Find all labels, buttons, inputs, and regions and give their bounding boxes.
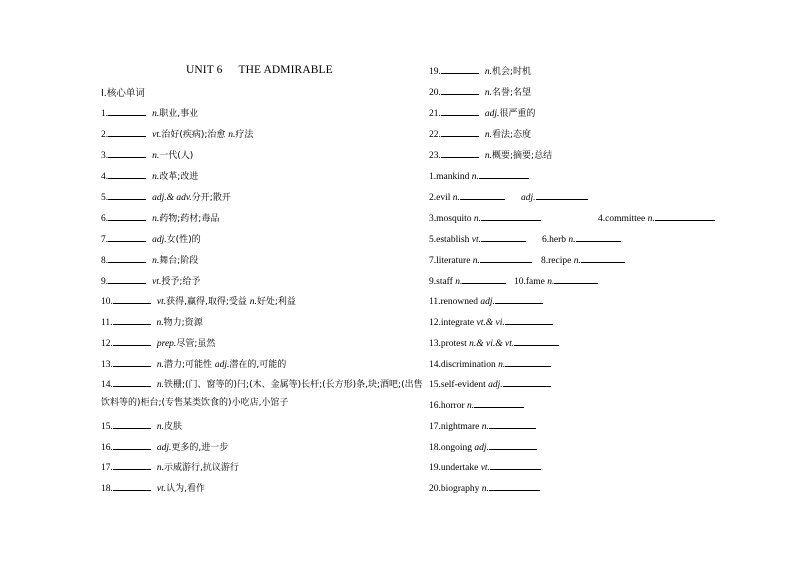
item-number: 19.	[429, 67, 441, 77]
item-number: 10.	[101, 297, 113, 307]
vocab-row	[101, 190, 231, 204]
answer-blank[interactable]	[554, 274, 598, 284]
english-word: 4.committee	[598, 214, 648, 224]
answer-blank[interactable]	[441, 148, 479, 158]
answer-blank[interactable]	[462, 274, 506, 284]
item-number: 8.	[101, 256, 109, 266]
item-number: 23.	[429, 151, 441, 161]
item-number: 4.	[101, 172, 109, 182]
answer-blank[interactable]	[441, 106, 479, 116]
item-number: 21.	[429, 109, 441, 119]
answer-blank[interactable]	[113, 460, 151, 470]
part-of-speech: n.	[484, 130, 492, 140]
answer-blank[interactable]	[113, 357, 151, 367]
english-word: 18.ongoing	[429, 443, 475, 453]
part-of-speech: n.	[547, 277, 555, 287]
meaning: 疗法	[235, 130, 254, 140]
section-heading: Ⅰ.核心单词	[101, 88, 145, 99]
item-number: 16.	[101, 443, 113, 453]
part-of-speech: n.	[156, 380, 164, 390]
part-of-speech: vt.	[471, 235, 481, 245]
part-of-speech: vt.	[156, 484, 167, 494]
answer-blank[interactable]	[113, 315, 151, 325]
part-of-speech: n.	[467, 401, 475, 411]
meaning: 潜在的,可能的	[229, 360, 287, 370]
item-number: 13.	[101, 360, 113, 370]
vocab-row	[521, 190, 588, 204]
answer-blank[interactable]	[113, 377, 151, 387]
item-number: 5.	[101, 193, 109, 203]
item-number: 12.	[101, 339, 113, 349]
answer-blank[interactable]	[489, 440, 537, 450]
meaning: 机会;时机	[492, 67, 532, 77]
part-of-speech: n.	[156, 318, 164, 328]
meaning: 认为,看作	[166, 484, 205, 494]
english-word: 10.fame	[514, 277, 548, 287]
answer-blank[interactable]	[460, 190, 505, 200]
answer-blank[interactable]	[108, 148, 146, 158]
item-number: 11.	[101, 318, 113, 328]
meaning: 授予;给予	[161, 277, 201, 287]
vocab-row	[101, 253, 198, 267]
part-of-speech: n.	[452, 193, 460, 203]
part-of-speech: vt.	[156, 297, 167, 307]
english-word: 8.recipe	[541, 256, 574, 266]
english-word: 16.horror	[429, 401, 467, 411]
vocab-row	[429, 190, 505, 204]
meaning: 看法;态度	[492, 130, 532, 140]
meaning: 职业,事业	[159, 109, 199, 119]
item-number: 15.	[101, 422, 113, 432]
part-of-speech: n.	[484, 67, 492, 77]
part-of-speech: adj.	[484, 109, 500, 119]
vocab-row	[429, 419, 536, 433]
english-word: 13.protest	[429, 339, 470, 349]
vocab-row	[101, 460, 239, 474]
vocab-row	[101, 419, 182, 433]
english-word: 6.herb	[542, 235, 569, 245]
part-of-speech: n.	[156, 360, 164, 370]
vocab-row	[101, 127, 253, 141]
answer-blank[interactable]	[536, 190, 588, 200]
vocab-row	[542, 232, 621, 246]
meaning: 很严重的	[499, 109, 536, 119]
vocab-row	[429, 294, 543, 308]
part-of-speech: n.	[152, 151, 160, 161]
part-of-speech: n.	[573, 256, 581, 266]
part-of-speech: n.	[481, 422, 489, 432]
part-of-speech: n.	[152, 256, 160, 266]
answer-blank[interactable]	[108, 169, 146, 179]
part-of-speech: adj.	[521, 193, 536, 203]
part-of-speech: n.	[455, 277, 463, 287]
vocab-row	[429, 64, 531, 78]
english-word: 20.biography	[429, 484, 482, 494]
vocab-row	[429, 274, 506, 288]
part-of-speech: n.	[156, 422, 164, 432]
meaning: 分开;散开	[191, 193, 231, 203]
answer-blank[interactable]	[441, 64, 479, 74]
meaning: 名誉;名望	[492, 88, 532, 98]
item-number: 6.	[101, 214, 109, 224]
part-of-speech: n.	[249, 297, 257, 307]
answer-blank[interactable]	[108, 253, 146, 263]
english-word: 2.evil	[429, 193, 453, 203]
answer-blank[interactable]	[113, 294, 151, 304]
vocab-row	[429, 127, 531, 141]
meaning: 示威游行,抗议游行	[164, 463, 239, 473]
meaning: 药物;药材;毒品	[159, 214, 220, 224]
english-word: 9.staff	[429, 277, 456, 287]
meaning: 皮肤	[164, 422, 183, 432]
answer-blank[interactable]	[480, 253, 532, 263]
vocab-row	[101, 315, 203, 329]
item-number: 3.	[101, 151, 109, 161]
answer-blank[interactable]	[113, 419, 151, 429]
answer-blank[interactable]	[576, 232, 621, 242]
vocab-row	[429, 440, 537, 454]
part-of-speech: n.	[472, 256, 480, 266]
answer-blank[interactable]	[489, 419, 536, 429]
vocab-row	[101, 377, 423, 391]
vocab-row	[429, 481, 540, 495]
vocab-row	[429, 106, 535, 120]
english-word: 7.literature	[429, 256, 473, 266]
part-of-speech: adj.	[474, 443, 489, 453]
vocab-row	[101, 440, 228, 454]
vocab-row	[101, 232, 201, 246]
part-of-speech: vt.	[152, 130, 162, 140]
meaning: 改革;改进	[159, 172, 199, 182]
part-of-speech: n.	[481, 484, 489, 494]
vocab-row	[101, 106, 198, 120]
item-number: 7.	[101, 235, 109, 245]
answer-blank[interactable]	[479, 169, 529, 179]
answer-blank[interactable]	[505, 315, 553, 325]
part-of-speech: adj.	[152, 235, 167, 245]
vocab-row	[101, 169, 198, 183]
vocab-row	[429, 336, 559, 350]
item-14-continuation: 饮料等的)柜台;(专售某类饮食的)小吃店,小馆子	[101, 398, 289, 408]
item-number: 20.	[429, 88, 441, 98]
answer-blank[interactable]	[108, 190, 146, 200]
vocab-row	[429, 460, 541, 474]
item-number: 9.	[101, 277, 109, 287]
meaning: 物力;资源	[163, 318, 203, 328]
answer-blank[interactable]	[503, 377, 551, 387]
english-word: 11.renowned	[429, 297, 481, 307]
vocab-row	[429, 398, 524, 412]
part-of-speech: n.	[152, 109, 160, 119]
meaning: 舞台;阶段	[159, 256, 199, 266]
vocab-row	[541, 253, 625, 267]
english-word: 12.integrate	[429, 318, 477, 328]
answer-blank[interactable]	[108, 274, 146, 284]
part-of-speech: n.	[568, 235, 576, 245]
answer-blank[interactable]	[514, 336, 559, 346]
part-of-speech: n.	[228, 130, 236, 140]
meaning: 尽管;虽然	[176, 339, 216, 349]
part-of-speech: n.	[484, 88, 492, 98]
english-word: 14.discrimination	[429, 360, 499, 370]
part-of-speech: n.	[152, 172, 160, 182]
vocab-row	[429, 169, 529, 183]
part-of-speech: vt.	[480, 463, 490, 473]
meaning: 治好(疾病);治愈	[161, 130, 229, 140]
vocab-row	[429, 357, 551, 371]
meaning: 概要;摘要;总结	[492, 151, 553, 161]
part-of-speech: adj.	[488, 380, 503, 390]
page-title	[186, 64, 333, 76]
english-word: 5.establish	[429, 235, 472, 245]
answer-blank[interactable]	[108, 232, 146, 242]
item-number: 14.	[101, 380, 113, 390]
english-word: 15.self-evident	[429, 380, 489, 390]
english-word: 3.mosquito	[429, 214, 474, 224]
part-of-speech: adj.& adv.	[152, 193, 192, 203]
answer-blank[interactable]	[481, 211, 541, 221]
answer-blank[interactable]	[490, 460, 541, 470]
answer-blank[interactable]	[495, 294, 543, 304]
meaning: 获得,赢得,取得;受益	[166, 297, 250, 307]
answer-blank[interactable]	[113, 481, 151, 491]
answer-blank[interactable]	[108, 127, 146, 137]
item-number: 1.	[101, 109, 109, 119]
vocab-row	[101, 336, 215, 350]
vocab-row	[101, 274, 200, 288]
answer-blank[interactable]	[441, 127, 479, 137]
vocab-row	[429, 232, 526, 246]
part-of-speech: n.	[156, 463, 164, 473]
part-of-speech: prep.	[156, 339, 177, 349]
vocab-row	[514, 274, 598, 288]
meaning: 铁栅;(门、窗等的)闩;(木、金属等)长杆;(长方形)条,块;酒吧;(出售	[164, 380, 423, 390]
vocab-row	[429, 85, 531, 99]
vocab-row	[101, 211, 219, 225]
part-of-speech: n.	[647, 214, 655, 224]
part-of-speech: n.	[498, 360, 506, 370]
item-number: 17.	[101, 463, 113, 473]
part-of-speech: adj.	[214, 360, 230, 370]
unit-name: THE ADMIRABLE	[238, 64, 333, 76]
part-of-speech: n.	[152, 214, 160, 224]
part-of-speech: adj.	[156, 443, 172, 453]
meaning: 一代(人)	[159, 151, 194, 161]
vocab-row	[429, 148, 552, 162]
answer-blank[interactable]	[505, 357, 551, 367]
vocab-row	[429, 253, 532, 267]
vocab-row	[429, 315, 553, 329]
meaning: 更多的,进一步	[171, 443, 229, 453]
answer-blank[interactable]	[474, 398, 524, 408]
answer-blank[interactable]	[581, 253, 625, 263]
part-of-speech: adj.	[480, 297, 495, 307]
item-number: 2.	[101, 130, 109, 140]
item-number: 22.	[429, 130, 441, 140]
answer-blank[interactable]	[108, 106, 146, 116]
vocab-row	[429, 377, 551, 391]
part-of-speech: n.	[484, 151, 492, 161]
answer-blank[interactable]	[113, 336, 151, 346]
answer-blank[interactable]	[108, 211, 146, 221]
vocab-row	[598, 211, 715, 225]
english-word: 17.nightmare	[429, 422, 482, 432]
answer-blank[interactable]	[481, 232, 526, 242]
meaning: 潜力;可能性	[164, 360, 215, 370]
vocab-row	[101, 148, 193, 162]
vocab-row	[429, 211, 541, 225]
vocab-row	[101, 294, 296, 308]
meaning: 女(性)的	[166, 235, 201, 245]
part-of-speech: n.& vi.& vt.	[469, 339, 515, 349]
item-number: 18.	[101, 484, 113, 494]
part-of-speech: n.	[471, 172, 479, 182]
part-of-speech: vt.	[152, 277, 162, 287]
vocab-row	[101, 481, 205, 495]
answer-blank[interactable]	[489, 481, 540, 491]
english-word: 19.undertake	[429, 463, 481, 473]
english-word: 1.mankind	[429, 172, 472, 182]
answer-blank[interactable]	[113, 440, 151, 450]
answer-blank[interactable]	[655, 211, 715, 221]
unit-number: UNIT 6	[186, 64, 223, 76]
answer-blank[interactable]	[441, 85, 479, 95]
vocab-row	[101, 357, 286, 371]
meaning: 好处;利益	[256, 297, 296, 307]
part-of-speech: n.	[473, 214, 481, 224]
part-of-speech: vt.& vi.	[476, 318, 505, 328]
